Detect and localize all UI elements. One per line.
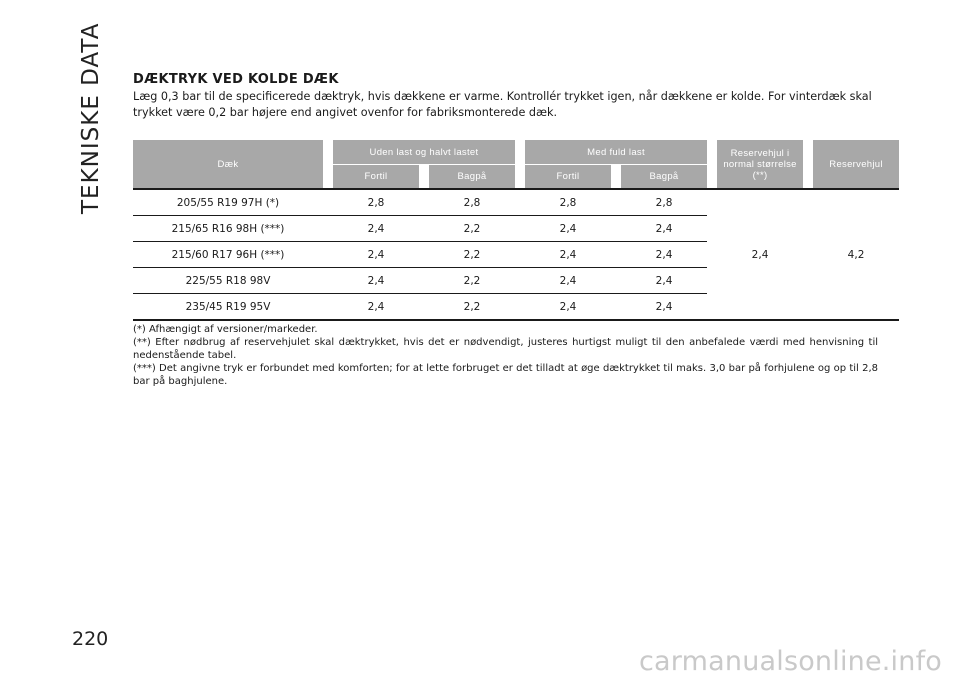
- cell-full-rear: 2,4: [621, 294, 707, 321]
- table-row: [133, 189, 899, 216]
- cell-unladen-front: 2,4: [333, 294, 419, 321]
- page-number: 220: [72, 628, 109, 650]
- cell-unladen-rear: 2,2: [429, 268, 515, 294]
- cell-full-front: 2,4: [525, 242, 611, 268]
- cell-unladen-rear: 2,8: [429, 189, 515, 216]
- section-heading: DÆKTRYK VED KOLDE DÆK: [133, 72, 339, 87]
- cell-full-rear: 2,4: [621, 242, 707, 268]
- cell-unladen-front: 2,4: [333, 242, 419, 268]
- cell-full-front: 2,4: [525, 294, 611, 321]
- footnotes: [133, 323, 878, 388]
- cell-tyre: 215/65 R16 98H (***): [133, 216, 323, 242]
- header-spare-normal: Reservehjul i normal størrelse (**): [717, 140, 803, 189]
- intro-paragraph: Læg 0,3 bar til de specificerede dæktryk, hvis dækkene er varme. Kontrollér trykket igen, når dækkene er kolde. For vinterdæk skal trykket være 0,2 bar højere end angivet ovenfor for fabriksmonterede dæk.: [133, 90, 872, 119]
- header-unladen-rear: Bagpå: [429, 165, 515, 190]
- cell-unladen-rear: 2,2: [429, 216, 515, 242]
- cell-full-rear: 2,8: [621, 189, 707, 216]
- header-full-load: Med fuld last: [525, 140, 707, 165]
- cell-full-rear: 2,4: [621, 216, 707, 242]
- header-unladen-front: Fortil: [333, 165, 419, 190]
- header-full-rear: Bagpå: [621, 165, 707, 190]
- header-unladen: Uden last og halvt lastet: [333, 140, 515, 165]
- cell-full-front: 2,4: [525, 216, 611, 242]
- cell-unladen-rear: 2,2: [429, 294, 515, 321]
- cell-unladen-rear: 2,2: [429, 242, 515, 268]
- header-tyre: Dæk: [133, 140, 323, 189]
- footnote-1: (*) Afhængigt af versioner/markeder.: [133, 324, 318, 335]
- tyre-pressure-table: [133, 140, 899, 321]
- cell-spare-normal: 2,4: [717, 189, 803, 320]
- cell-full-front: 2,4: [525, 268, 611, 294]
- section-side-title: TEKNISKE DATA: [78, 22, 104, 214]
- cell-spare: 4,2: [813, 189, 899, 320]
- cell-unladen-front: 2,4: [333, 268, 419, 294]
- footnote-3: (***) Det angivne tryk er forbundet med komforten; for at lette forbruget er det tilladt at øge dæktrykket til maks. 3,0 bar på forhjulene og op til 2,8 bar på baghjulene.: [133, 363, 878, 387]
- header-full-front: Fortil: [525, 165, 611, 190]
- watermark: carmanualsonline.info: [639, 646, 942, 677]
- cell-tyre: 225/55 R18 98V: [133, 268, 323, 294]
- cell-unladen-front: 2,4: [333, 216, 419, 242]
- header-spare: Reservehjul: [813, 140, 899, 189]
- footnote-2: (**) Efter nødbrug af reservehjulet skal dæktrykket, hvis det er nødvendigt, justeres hurtigst muligt til den anbefalede værdi med henvisning til nedenstående tabel.: [133, 337, 878, 361]
- cell-tyre: 235/45 R19 95V: [133, 294, 323, 321]
- cell-tyre: 215/60 R17 96H (***): [133, 242, 323, 268]
- cell-tyre: 205/55 R19 97H (*): [133, 189, 323, 216]
- cell-full-front: 2,8: [525, 189, 611, 216]
- cell-full-rear: 2,4: [621, 268, 707, 294]
- cell-unladen-front: 2,8: [333, 189, 419, 216]
